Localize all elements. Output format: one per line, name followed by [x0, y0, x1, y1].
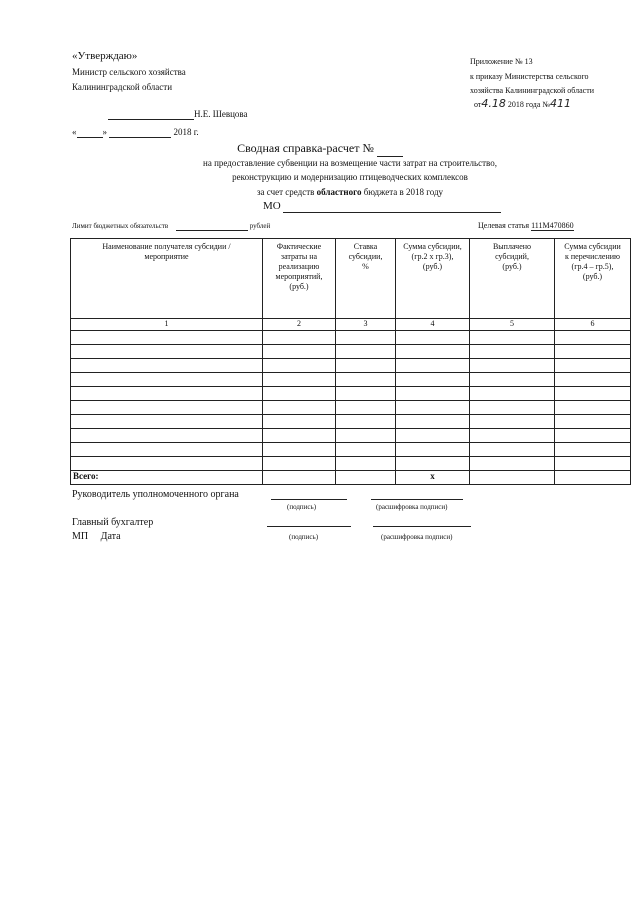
cell[interactable]: [396, 387, 470, 401]
cell[interactable]: [470, 345, 555, 359]
cell[interactable]: [396, 415, 470, 429]
accountant-signature-line: [267, 526, 351, 527]
signer-name: Н.Е. Шевцова: [194, 109, 248, 119]
col-header-recipient: Наименование получателя субсидии / мероприятие: [71, 239, 263, 319]
target-article-value: 111М470860: [531, 221, 574, 230]
mp-label: МП: [72, 531, 89, 542]
cell[interactable]: [396, 373, 470, 387]
cell[interactable]: [71, 415, 263, 429]
cell[interactable]: [71, 373, 263, 387]
cell[interactable]: [336, 471, 396, 485]
cell[interactable]: [336, 331, 396, 345]
mo-label: МО: [263, 200, 281, 212]
cell[interactable]: [396, 443, 470, 457]
subsidy-table: [70, 238, 631, 485]
date-quote-close: »: [102, 127, 107, 137]
cell[interactable]: [263, 387, 336, 401]
limit-label: Лимит бюджетных обязательств: [72, 222, 169, 230]
cell[interactable]: [336, 345, 396, 359]
cell[interactable]: [470, 359, 555, 373]
cell[interactable]: [263, 443, 336, 457]
total-mark: х: [396, 471, 470, 485]
cell[interactable]: [555, 331, 631, 345]
col-number: 5: [470, 319, 555, 331]
head-signature-line: [271, 499, 347, 500]
cell[interactable]: [396, 457, 470, 471]
table-row: [71, 387, 631, 401]
col-number: 6: [555, 319, 631, 331]
col-header-to-transfer: Сумма субсидии к перечислению (гр.4 – гр.5), (руб.): [555, 239, 631, 319]
cell[interactable]: [555, 387, 631, 401]
col-number: 3: [336, 319, 396, 331]
cell[interactable]: [470, 401, 555, 415]
table-row: [71, 373, 631, 387]
cell[interactable]: [336, 373, 396, 387]
cell[interactable]: [555, 401, 631, 415]
col-header-actual-costs: Фактические затраты на реализацию мероприятий, (руб.): [263, 239, 336, 319]
table-row: [71, 443, 631, 457]
number-label: №: [542, 100, 551, 109]
cell[interactable]: [263, 345, 336, 359]
cell[interactable]: [336, 387, 396, 401]
target-article: [478, 221, 574, 231]
cell[interactable]: [336, 457, 396, 471]
cell[interactable]: [263, 457, 336, 471]
title-number-blank: [377, 141, 403, 157]
cell[interactable]: [263, 401, 336, 415]
cell[interactable]: [555, 373, 631, 387]
cell[interactable]: [555, 443, 631, 457]
cell[interactable]: [396, 331, 470, 345]
limit-blank: [176, 222, 248, 231]
cell[interactable]: [71, 457, 263, 471]
appendix-order-ref: [474, 97, 571, 110]
table-row: [71, 429, 631, 443]
line3-pre: за счет средств: [256, 187, 317, 197]
mo-blank: [283, 200, 501, 213]
cell[interactable]: [263, 429, 336, 443]
cell[interactable]: [71, 387, 263, 401]
cell[interactable]: [470, 415, 555, 429]
heading-line-2: реконструкцию и модернизацию птицеводческих комплексов: [232, 172, 468, 182]
approval-title: «Утверждаю»: [72, 50, 138, 62]
mo-field: [263, 200, 501, 213]
table-row: [71, 401, 631, 415]
cell[interactable]: [555, 345, 631, 359]
approval-line-1: Министр сельского хозяйства: [72, 67, 186, 77]
accountant-label: Главный бухгалтер: [72, 517, 154, 528]
appendix-line-2: к приказу Министерства сельского: [470, 72, 589, 81]
cell[interactable]: [336, 359, 396, 373]
appendix-line-3: хозяйства Калининградской области: [470, 86, 595, 95]
date-quote-open: «: [72, 127, 77, 137]
col-header-paid: Выплачено субсидий, (руб.): [470, 239, 555, 319]
table-header-row: [71, 239, 631, 319]
column-number-row: [71, 319, 631, 331]
month-blank: [109, 127, 171, 138]
heading-line-1: на предоставление субвенции на возмещение части затрат на строительство,: [203, 158, 497, 168]
cell[interactable]: [396, 359, 470, 373]
cell[interactable]: [555, 471, 631, 485]
date-label: Дата: [100, 531, 121, 542]
head-decode-caption: (расшифровка подписи): [376, 503, 448, 511]
limit-unit: рублей: [249, 222, 271, 230]
cell[interactable]: [470, 471, 555, 485]
target-article-label: Целевая статья: [478, 221, 530, 230]
accountant-decode-caption: (расшифровка подписи): [381, 533, 453, 541]
document-title: [0, 141, 640, 157]
cell[interactable]: [470, 373, 555, 387]
accountant-sign-caption: (подпись): [289, 533, 319, 541]
col-header-subsidy-sum: Сумма субсидии, (гр.2 х гр.3), (руб.): [396, 239, 470, 319]
accountant-decode-line: [373, 526, 471, 527]
cell[interactable]: [71, 429, 263, 443]
total-row: [71, 471, 631, 485]
table-row: [71, 359, 631, 373]
cell[interactable]: [263, 359, 336, 373]
from-label: от: [474, 100, 482, 109]
cell[interactable]: [470, 443, 555, 457]
cell[interactable]: [396, 401, 470, 415]
cell[interactable]: [336, 401, 396, 415]
cell[interactable]: [470, 429, 555, 443]
cell[interactable]: [555, 429, 631, 443]
heading-line-3: [0, 187, 640, 197]
approval-signer: [108, 109, 248, 120]
budget-limit: [72, 222, 270, 231]
cell[interactable]: [71, 401, 263, 415]
head-decode-line: [371, 499, 463, 500]
line3-bold: областного: [316, 187, 362, 197]
table-row: [71, 457, 631, 471]
cell[interactable]: [470, 331, 555, 345]
signature-line: [108, 109, 194, 120]
cell[interactable]: [336, 443, 396, 457]
cell[interactable]: [263, 415, 336, 429]
table-row: [71, 345, 631, 359]
approval-date: [72, 127, 199, 138]
head-sign-caption: (подпись): [287, 503, 317, 511]
cell[interactable]: [71, 331, 263, 345]
line3-post: бюджета в 2018 году: [361, 187, 444, 197]
col-number: 4: [396, 319, 470, 331]
cell[interactable]: [71, 345, 263, 359]
handwritten-number: 411: [550, 97, 572, 110]
table-row: [71, 331, 631, 345]
cell[interactable]: [336, 415, 396, 429]
col-number: 1: [71, 319, 263, 331]
title-text: Сводная справка-расчет №: [237, 141, 374, 155]
cell[interactable]: [470, 457, 555, 471]
cell[interactable]: [555, 359, 631, 373]
cell[interactable]: [71, 359, 263, 373]
appendix-line-1: Приложение № 13: [470, 57, 533, 66]
cell[interactable]: [263, 373, 336, 387]
cell[interactable]: [555, 457, 631, 471]
cell[interactable]: [396, 429, 470, 443]
cell[interactable]: [263, 471, 336, 485]
total-label: Всего:: [71, 471, 263, 485]
handwritten-date: 4.18: [481, 97, 506, 110]
cell[interactable]: [336, 429, 396, 443]
cell[interactable]: [470, 387, 555, 401]
day-blank: [77, 127, 103, 138]
col-header-rate: Ставка субсидии, %: [336, 239, 396, 319]
table-row: [71, 415, 631, 429]
col-number: 2: [263, 319, 336, 331]
approval-year: 2018 г.: [173, 127, 199, 137]
cell[interactable]: [263, 331, 336, 345]
cell[interactable]: [396, 345, 470, 359]
cell[interactable]: [555, 415, 631, 429]
mp-date-row: [72, 531, 121, 542]
appendix-year: 2018 года: [507, 100, 541, 109]
approval-line-2: Калининградской области: [72, 82, 173, 92]
head-signature-label: Руководитель уполномоченного органа: [72, 489, 239, 500]
cell[interactable]: [71, 443, 263, 457]
